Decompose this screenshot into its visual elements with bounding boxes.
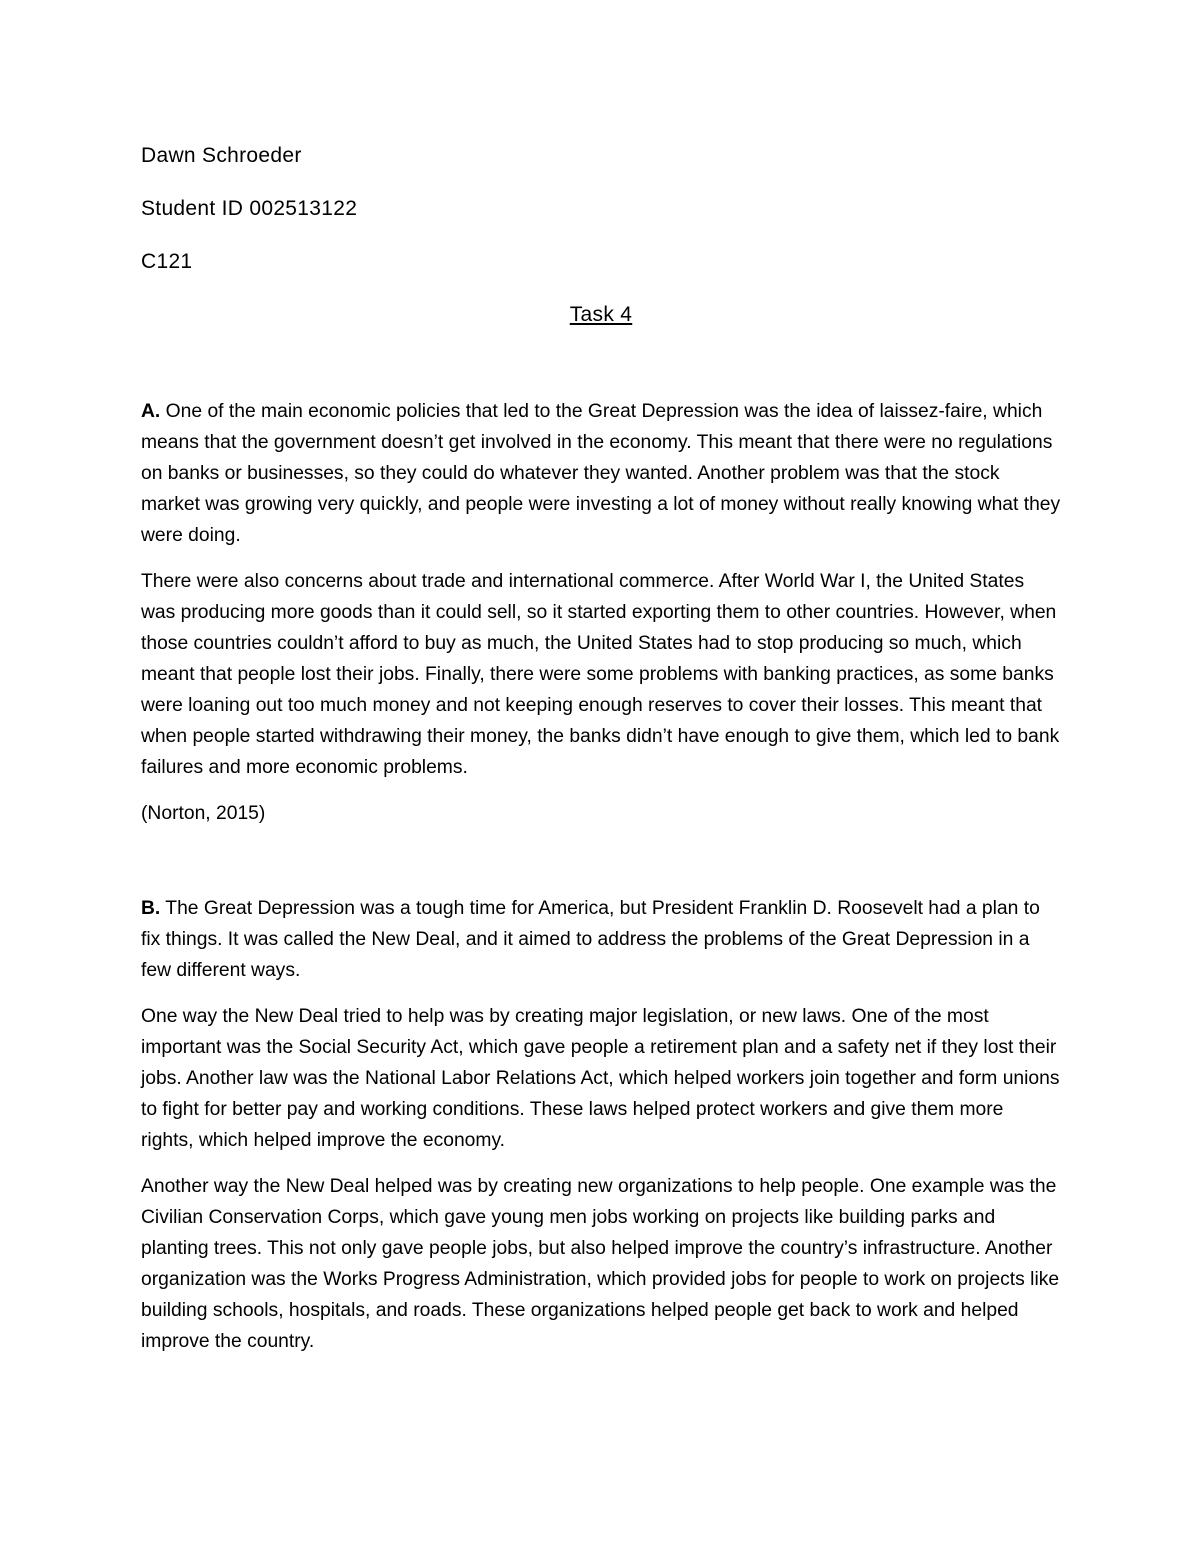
document-title: Task 4: [569, 303, 633, 326]
section-a-label: A.: [141, 401, 161, 422]
section-a-paragraph-2: There were also concerns about trade and international commerce. After World War I, the United States was producing more goods than it could sell, so it started exporting them to other countries. However, when those countries couldn’t afford to buy as much, the United States had to stop producing so much, which meant that people lost their jobs. Finally, there were some problems with banking practices, as some banks were loaning out too much money and not keeping enough reserves to cover their losses. This meant that when people started withdrawing their money, the banks didn’t have enough to give them, which led to bank failures and more economic problems.: [141, 571, 1060, 778]
student-id: Student ID 002513122: [141, 197, 358, 220]
author-name: Dawn Schroeder: [141, 144, 302, 167]
document-body: [141, 140, 1061, 1372]
section-b-paragraph-2: One way the New Deal tried to help was by creating major legislation, or new laws. One of the most important was the Social Security Act, which gave people a retirement plan and a safety net if they lost their jobs. Another law was the National Labor Relations Act, which helped workers join together and form unions to fight for better pay and working conditions. These laws helped protect workers and give them more rights, which helped improve the economy.: [141, 1006, 1060, 1151]
section-a-citation: (Norton, 2015): [141, 803, 266, 824]
section-b-paragraph-1: [141, 893, 1061, 986]
section-a-paragraph-1-text: One of the main economic policies that led to the Great Depression was the idea of laissez-faire, which means that the government doesn’t get involved in the economy. This meant that there were no regulations on banks or businesses, so they could do whatever they wanted. Another problem was that the stock market was growing very quickly, and people were investing a lot of money without really knowing what they were doing.: [141, 401, 1061, 546]
section-a: [141, 396, 1061, 829]
section-b-label: B.: [141, 898, 161, 919]
section-b: [141, 893, 1061, 1357]
section-b-paragraph-1-text: The Great Depression was a tough time for America, but President Franklin D. Roosevelt had a plan to fix things. It was called the New Deal, and it aimed to address the problems of the Great Depression in a few different ways.: [141, 898, 1040, 981]
section-a-paragraph-1: [141, 396, 1061, 551]
course-code: C121: [141, 250, 193, 273]
spacer: [141, 330, 1061, 396]
spacer: [141, 829, 1061, 893]
section-b-paragraph-3: Another way the New Deal helped was by creating new organizations to help people. One example was the Civilian Conservation Corps, which gave young men jobs working on projects like building parks and planting trees. This not only gave people jobs, but also helped improve the country’s infrastructure. Another organization was the Works Progress Administration, which provided jobs for people to work on projects like building schools, hospitals, and roads. These organizations helped people get back to work and helped improve the country.: [141, 1176, 1060, 1352]
